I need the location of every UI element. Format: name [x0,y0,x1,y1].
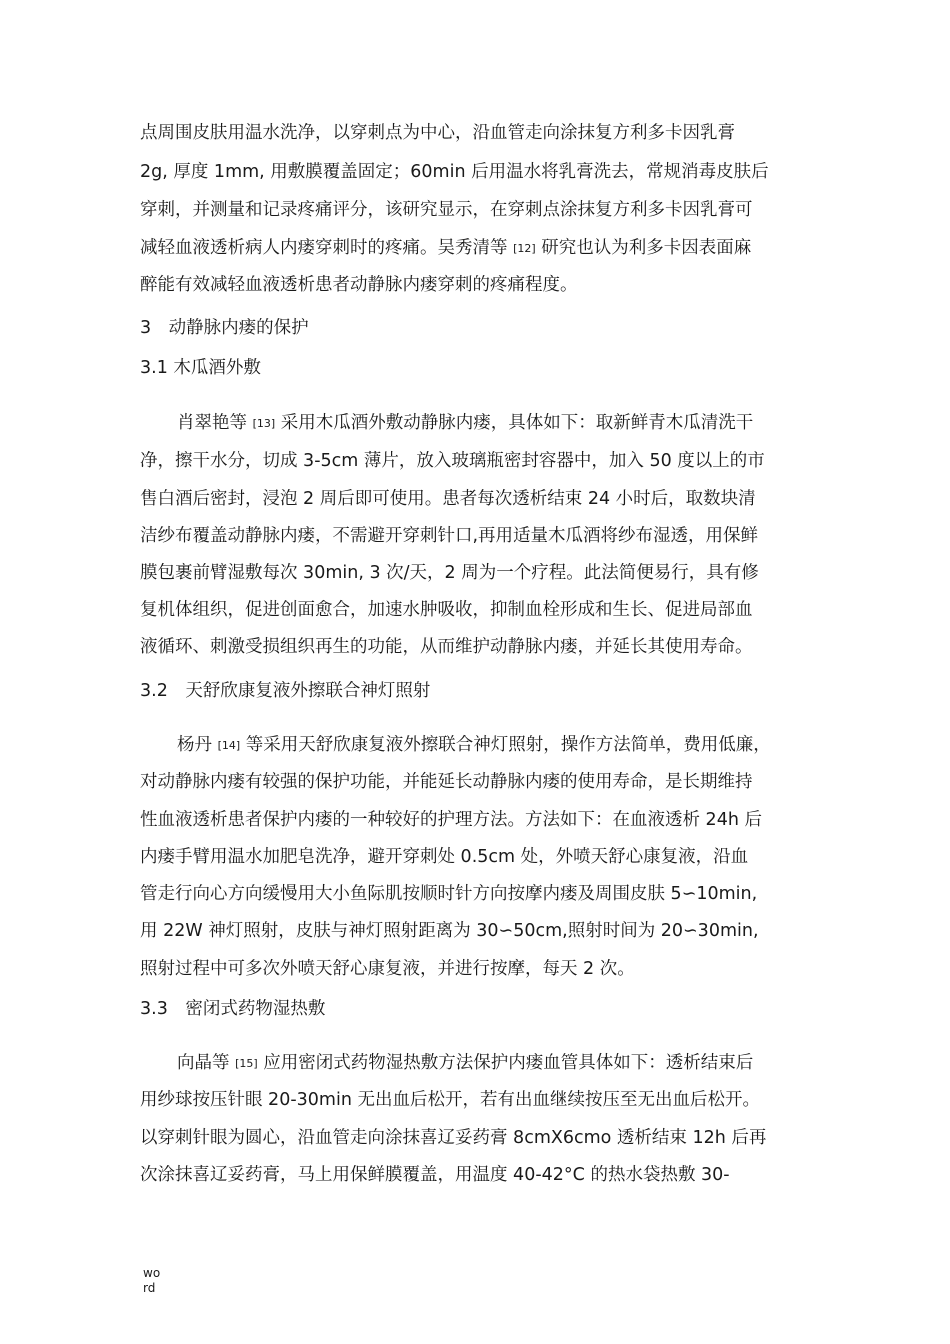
body-line: 对动静脉内瘘有较强的保护功能，并能延长动静脉内瘘的使用寿命，是长期维持 [140,772,753,792]
body-line: 性血液透析患者保护内瘘的一种较好的护理方法。方法如下：在血液透析 24h 后 [140,810,762,830]
body-line [140,236,751,261]
section-heading: 3 动静脉内瘘的保护 [140,318,309,338]
body-text: 研究也认为利多卡因表面麻 [541,238,752,258]
body-line: 内瘘手臂用温水加肥皂洗净，避开穿刺处 0.5cm 处，外喷天舒心康复液，沿血 [140,847,749,867]
citation-ref: [13] [252,417,276,430]
body-line: 洁纱布覆盖动静脉内瘘，不需避开穿刺针口,再用适量木瓜酒将纱布湿透，用保鲜 [140,526,759,546]
body-text: 杨丹 [177,735,212,755]
body-line: 照射过程中可多次外喷天舒心康复液，并进行按摩，每天 2 次。 [140,959,635,979]
body-line: 液循环、刺激受损组织再生的功能，从而维护动静脉内瘘，并延长其使用寿命。 [140,637,753,657]
citation-ref: [14] [217,739,241,752]
body-line: 净，擦干水分，切成 3-5cm 薄片，放入玻璃瓶密封容器中，加入 50 度以上的市 [140,451,765,471]
citation-ref: [15] [235,1057,258,1070]
subsection-heading: 3.1 木瓜酒外敷 [140,358,261,378]
subsection-heading: 3.3 密闭式药物湿热敷 [140,999,326,1019]
body-text: 等采用天舒欣康复液外擦联合神灯照射，操作方法简单，费用低廉， [245,735,771,755]
body-line: 穿刺，并测量和记录疼痛评分，该研究显示，在穿刺点涂抹复方利多卡因乳膏可 [140,200,753,220]
body-line [177,411,753,436]
citation-ref: [12] [513,242,536,255]
body-line: 膜包裹前臂湿敷每次 30min, 3 次/天，2 周为一个疗程。此法简便易行，具有修 [140,563,759,583]
body-line: 次涂抹喜辽妥药膏，马上用保鲜膜覆盖，用温度 40-42°C 的热水袋热敷 30- [140,1165,730,1185]
body-text: 采用木瓜酒外敷动静脉内瘘，具体如下：取新鲜青木瓜清洗干 [280,413,754,433]
body-line: 用纱球按压针眼 20-30min 无出血后松开，若有出血继续按压至无出血后松开。 [140,1090,760,1110]
body-line: 售白酒后密封，浸泡 2 周后即可使用。患者每次透析结束 24 小时后，取数块清 [140,489,756,509]
body-text: 应用密闭式药物湿热敷方法保护内瘘血管具体如下：透析结束后 [263,1053,754,1073]
body-line: 以穿刺针眼为圆心，沿血管走向涂抹喜辽妥药膏 8cmX6cmo 透析结束 12h 后再 [140,1128,767,1148]
page-footer: word [143,1266,161,1295]
body-text: 肖翠艳等 [177,413,247,433]
subsection-heading: 3.2 天舒欣康复液外擦联合神灯照射 [140,681,431,701]
body-line [177,733,771,758]
body-text: 减轻血液透析病人内瘘穿刺时的疼痛。吴秀清等 [140,238,508,258]
body-line: 点周围皮肤用温水洗净，以穿刺点为中心，沿血管走向涂抹复方利多卡因乳膏 [140,123,735,143]
body-line: 管走行向心方向缓慢用大小鱼际肌按顺时针方向按摩内瘘及周围皮肤 5∽10min, [140,884,758,904]
body-line: 2g, 厚度 1mm, 用敷膜覆盖固定；60min 后用温水将乳膏洗去，常规消毒皮肤后 [140,162,769,182]
body-line [177,1051,753,1076]
body-line: 醉能有效减轻血液透析患者动静脉内瘘穿刺的疼痛程度。 [140,275,578,295]
body-line: 用 22W 神灯照射，皮肤与神灯照射距离为 30∽50cm,照射时间为 20∽30min, [140,921,759,941]
body-text: 向晶等 [177,1053,230,1073]
body-line: 复机体组织，促进创面愈合，加速水肿吸收，抑制血栓形成和生长、促进局部血 [140,600,753,620]
